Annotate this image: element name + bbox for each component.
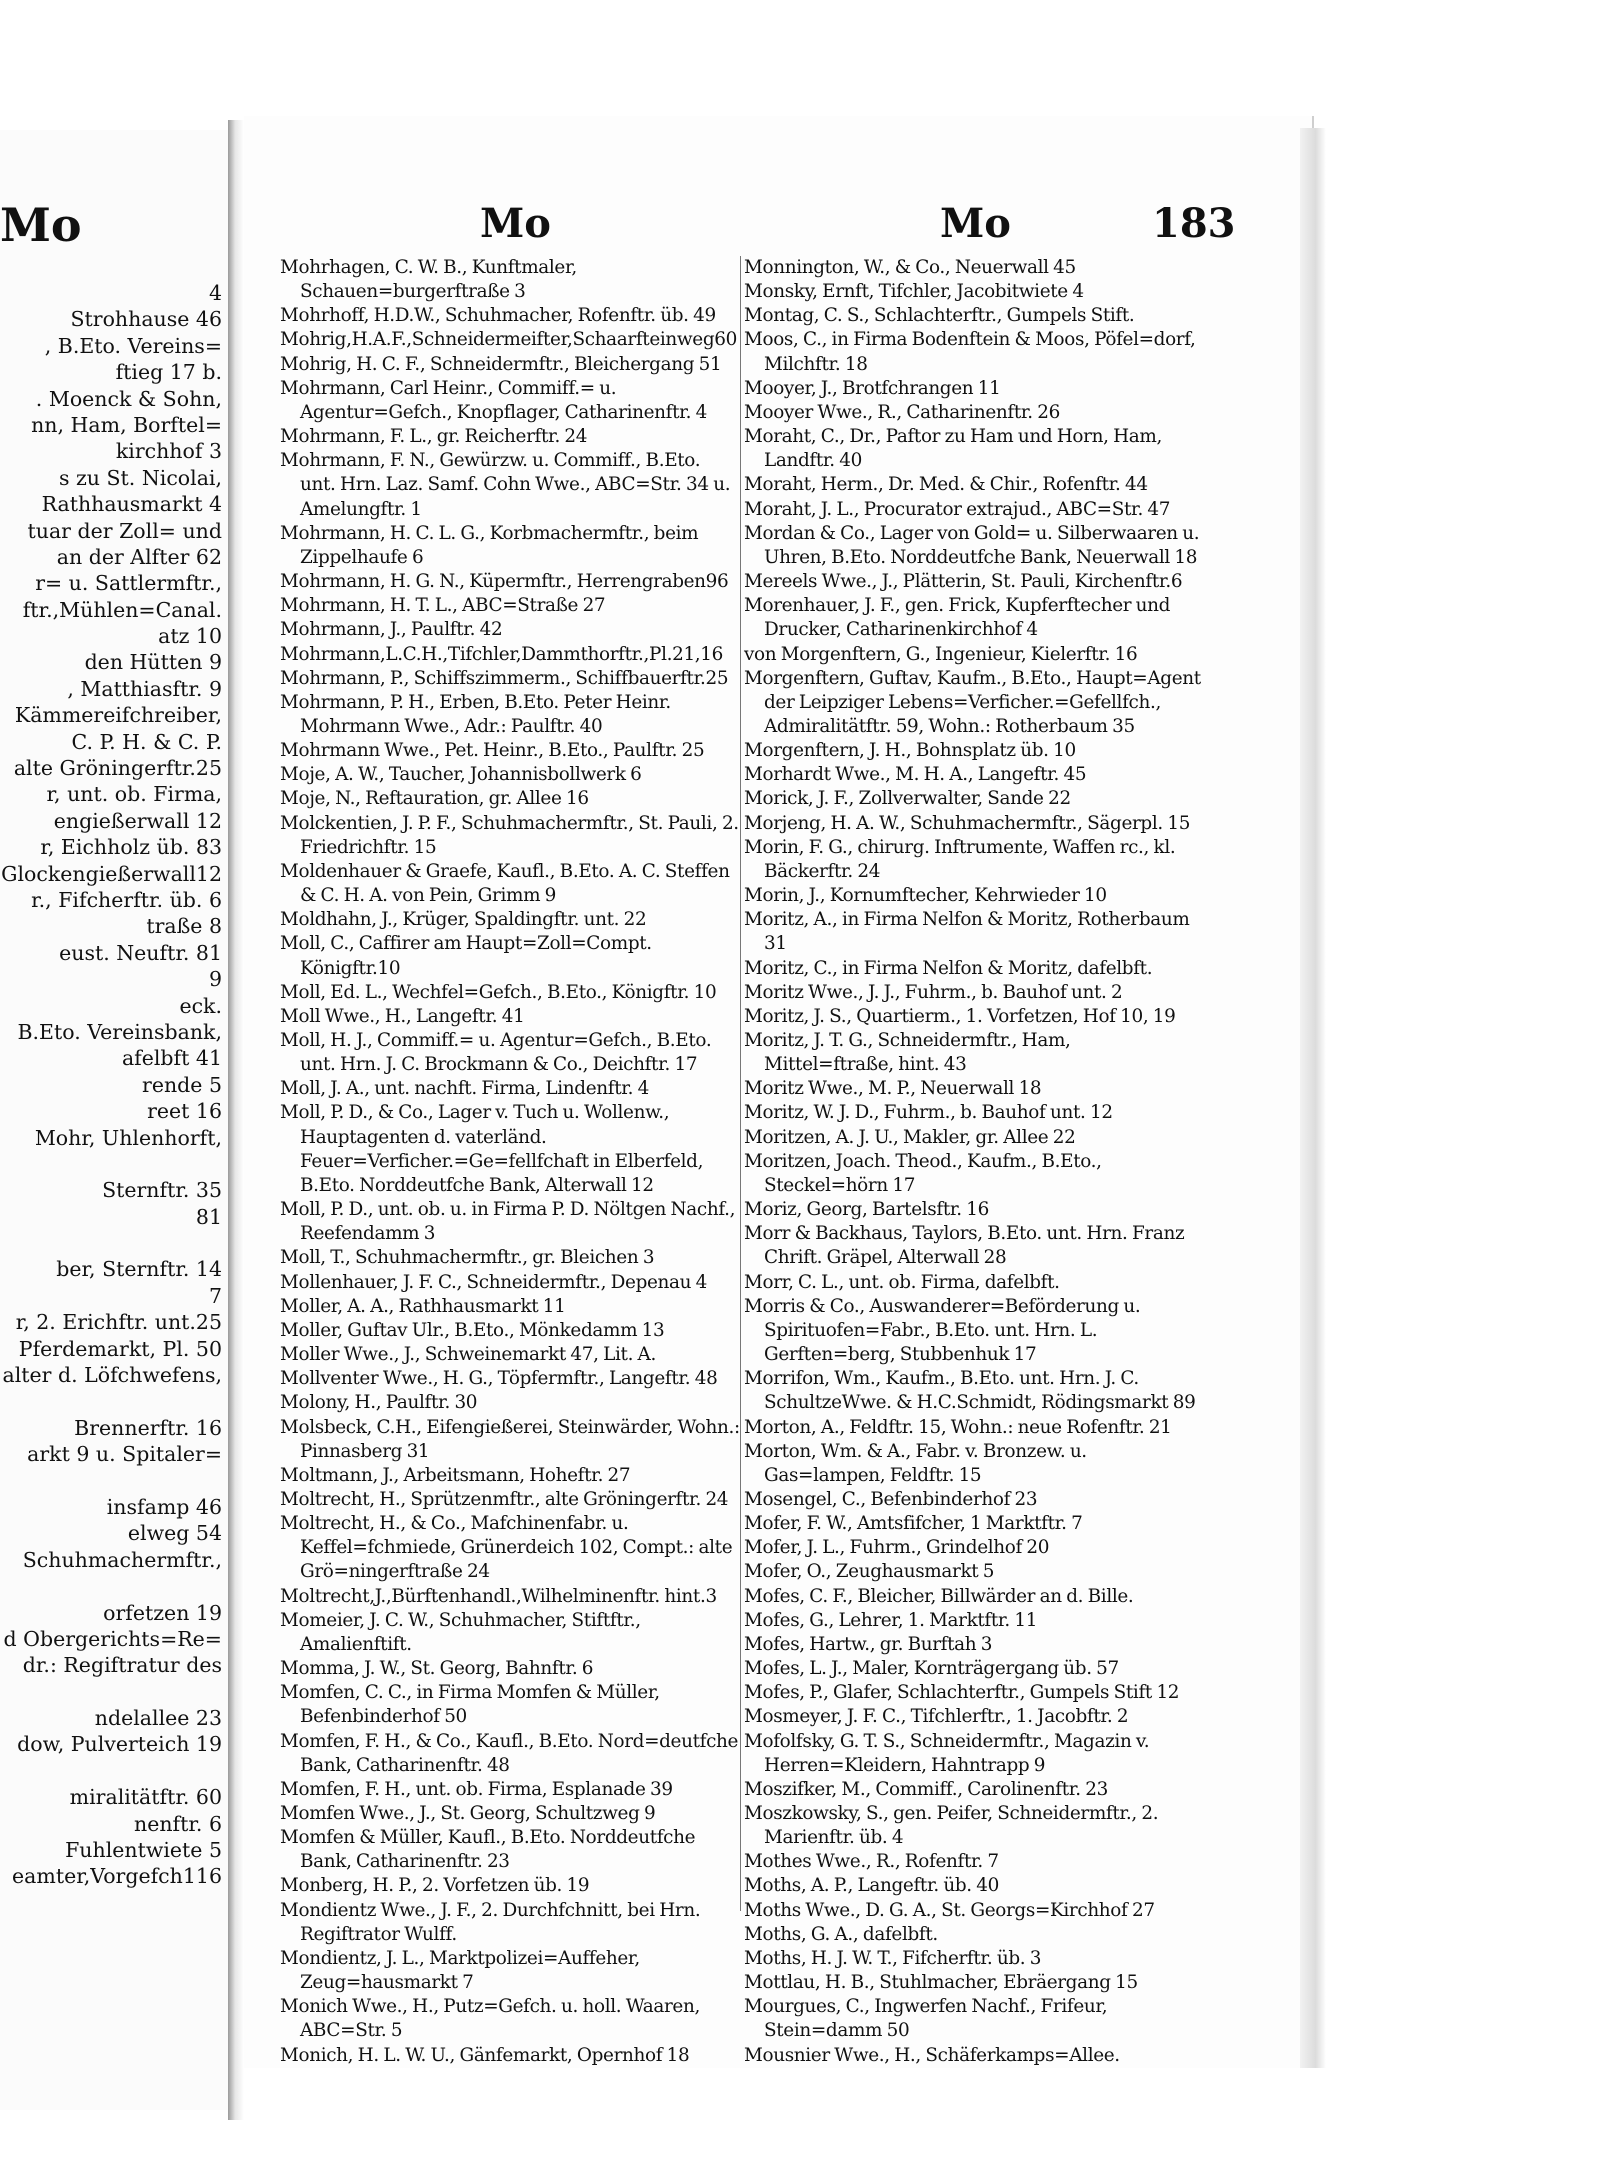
directory-entry: Mohrhoff, H.D.W., Schuhmacher, Rofenftr. üb. 49	[280, 305, 716, 327]
directory-entry: Morgenftern, Guftav, Kaufm., B.Eto., Haupt=Agent der Leipziger Lebens=Verficher.=Gefellfch., Admiralitätftr. 59, Wohn.: Rotherbaum 35	[744, 667, 1201, 737]
directory-entry: Momfen, C. C., in Firma Momfen & Müller, Befenbinderhof 50	[280, 1682, 660, 1728]
directory-entry: Moszkowsky, S., gen. Peifer, Schneidermftr., 2. Marienftr. üb. 4	[744, 1803, 1159, 1849]
left-page-line: ndelallee 23	[94, 1706, 222, 1731]
directory-entry: Monich Wwe., H., Putz=Gefch. u. holl. Waaren, ABC=Str. 5	[280, 1996, 700, 2042]
left-page-line: s zu St. Nicolai,	[58, 465, 222, 490]
left-page-line	[0, 1151, 222, 1177]
directory-entry: Morton, A., Feldftr. 15, Wohn.: neue Rofenftr. 21	[744, 1416, 1172, 1438]
left-page-line: Fuhlentwiete 5	[65, 1838, 222, 1863]
directory-entry: Moll, P. D., unt. ob. u. in Firma P. D. Nöltgen Nachf., Reefendamm 3	[280, 1199, 736, 1245]
left-page-line: B.Eto. Vereinsbank,	[17, 1019, 222, 1044]
left-page-line: eck.	[179, 993, 222, 1018]
directory-entry: Mofer, F. W., Amtsfifcher, 1 Marktftr. 7	[744, 1513, 1083, 1535]
left-page-line: 81	[195, 1204, 222, 1229]
directory-entry: Moritz, A., in Firma Nelfon & Moritz, Rotherbaum 31	[744, 909, 1190, 955]
directory-entry: Mondientz Wwe., J. F., 2. Durchfchnitt, bei Hrn. Regiftrator Wulff.	[280, 1899, 701, 1945]
left-page-line: Mohr, Uhlenhorft,	[34, 1125, 222, 1150]
directory-entry: Mohrmann, P., Schiffszimmerm., Schiffbauerftr.25	[280, 667, 729, 689]
left-page-line: , B.Eto. Vereins=	[44, 333, 222, 358]
directory-entry: Mofes, P., Glafer, Schlachterftr., Gumpels Stift 12	[744, 1682, 1180, 1704]
left-page-line	[0, 1758, 222, 1784]
page-header-right: Mo	[940, 200, 1011, 247]
directory-entry: Morrifon, Wm., Kaufm., B.Eto. unt. Hrn. J. C. SchultzeWwe. & H.C.Schmidt, Rödingsmarkt 89	[744, 1368, 1196, 1414]
directory-entry: Moldenhauer & Graefe, Kaufl., B.Eto. A. C. Steffen & C. H. A. von Pein, Grimm 9	[280, 860, 730, 907]
book-gutter	[228, 120, 244, 2120]
directory-entry: Moritz Wwe., J. J., Fuhrm., b. Bauhof unt. 2	[744, 981, 1123, 1003]
directory-entry: Mohrmann Wwe., Pet. Heinr., B.Eto., Paulftr. 25	[280, 740, 705, 762]
directory-entry: Morhardt Wwe., M. H. A., Langeftr. 45	[744, 764, 1087, 786]
directory-entry: Mohrmann, H. G. N., Küpermftr., Herrengraben96	[280, 571, 729, 593]
directory-entry: Morjeng, H. A. W., Schuhmachermftr., Sägerpl. 15	[744, 812, 1191, 834]
directory-entry: Moltrecht, H., & Co., Mafchinenfabr. u. Keffel=fchmiede, Grünerdeich 102, Compt.: alte Grö=ningerftraße 24	[280, 1513, 733, 1583]
directory-entry: Moritzen, Joach. Theod., Kaufm., B.Eto., Steckel=hörn 17	[744, 1150, 1102, 1196]
directory-entry: Mottlau, H. B., Stuhlmacher, Ebräergang 15	[744, 1972, 1138, 1994]
directory-entry: Morgenftern, J. H., Bohnsplatz üb. 10	[744, 740, 1076, 762]
directory-entry: Mofes, Hartw., gr. Burftah 3	[744, 1633, 993, 1655]
directory-entry: Mohrmann, J., Paulftr. 42	[280, 619, 503, 641]
left-page-line: d Obergerichts=Re=	[3, 1626, 222, 1651]
directory-entry: Moltmann, J., Arbeitsmann, Hoheftr. 27	[280, 1464, 631, 1486]
left-page-line: kirchhof 3	[115, 439, 222, 464]
directory-entry: Moths Wwe., D. G. A., St. Georgs=Kirchhof 27	[744, 1899, 1155, 1921]
directory-entry: Moll, C., Caffirer am Haupt=Zoll=Compt. Königftr.10	[280, 933, 652, 979]
directory-entry: Momfen Wwe., J., St. Georg, Schultzweg 9	[280, 1803, 656, 1824]
left-page-line: 9	[208, 967, 222, 992]
left-page-line: r= u. Sattlermftr.,	[35, 571, 222, 596]
directory-entry: Morin, F. G., chirurg. Inftrumente, Waffen rc., kl. Bäckerftr. 24	[744, 836, 1176, 882]
directory-entry: Moritz, W. J. D., Fuhrm., b. Bauhof unt. 12	[744, 1102, 1113, 1124]
directory-entry: Moos, C., in Firma Bodenftein & Moos, Pöfel=dorf, Milchftr. 18	[744, 329, 1196, 375]
directory-entry: Mothes Wwe., R., Rofenftr. 7	[744, 1851, 999, 1873]
directory-entry: Monnington, W., & Co., Neuerwall 45	[744, 257, 1076, 278]
directory-entry: Mofes, G., Lehrer, 1. Marktftr. 11	[744, 1609, 1038, 1631]
directory-entry: Mohrmann, Carl Heinr., Commiff.= u. Agentur=Gefch., Knopflager, Catharinenftr. 4	[280, 377, 707, 423]
directory-entry: Momeier, J. C. W., Schuhmacher, Stiftftr., Amalienftift.	[280, 1609, 641, 1655]
directory-entry: Montag, C. S., Schlachterftr., Gumpels Stift.	[744, 305, 1135, 327]
directory-entry: Momfen & Müller, Kaufl., B.Eto. Norddeutfche Bank, Catharinenftr. 23	[280, 1827, 696, 1873]
left-page-line	[0, 1468, 222, 1494]
left-page-line: ber, Sternftr. 14	[56, 1257, 222, 1282]
left-page-line: , Matthiasftr. 9	[67, 676, 222, 701]
directory-entry: Mohrmann, F. N., Gewürzw. u. Commiff., B.Eto. unt. Hrn. Laz. Samf. Cohn Wwe., ABC=Str. 34 u. Amelungftr. 1	[280, 450, 731, 520]
left-page-line: Kämmereifchreiber,	[14, 703, 222, 728]
left-page-line: atz 10	[158, 624, 222, 649]
left-page-line: C. P. H. & C. P.	[71, 729, 222, 754]
directory-entry: Moths, H. J. W. T., Fifcherftr. üb. 3	[744, 1947, 1042, 1969]
directory-entry: Mooyer Wwe., R., Catharinenftr. 26	[744, 401, 1060, 423]
directory-entry: Mondientz, J. L., Marktpolizei=Auffeher, Zeug=hausmarkt 7	[280, 1947, 640, 1994]
directory-entry: Mereels Wwe., J., Plätterin, St. Pauli, Kirchenftr.6	[744, 571, 1183, 593]
left-page-line: Glockengießerwall12	[1, 861, 222, 886]
left-page-line: Schuhmachermftr.,	[22, 1547, 222, 1572]
left-page-line	[0, 1573, 222, 1599]
directory-entry: Mousnier Wwe., H., Schäferkamps=Allee.	[744, 2044, 1120, 2066]
left-page-line: ftieg 17 b.	[115, 360, 222, 385]
directory-entry: Mohrmann, H. T. L., ABC=Straße 27	[280, 595, 606, 617]
directory-entry: Moths, G. A., dafelbft.	[744, 1923, 938, 1945]
directory-entry: Mofer, O., Zeughausmarkt 5	[744, 1561, 995, 1583]
left-page-line: engießerwall 12	[53, 808, 222, 833]
left-page-line	[0, 1679, 222, 1705]
directory-entry: Moltrecht, H., Sprützenmftr., alte Gröningerftr. 24	[280, 1488, 729, 1510]
directory-entry: Moritz, J. T. G., Schneidermftr., Ham, Mittel=ftraße, hint. 43	[744, 1030, 1071, 1076]
directory-entry: Moraht, J. L., Procurator extrajud., ABC=Str. 47	[744, 498, 1171, 520]
left-page-line: r, 2. Erichftr. unt.25	[15, 1310, 222, 1335]
directory-entry: Molckentien, J. P. F., Schuhmachermftr., St. Pauli, 2. Friedrichftr. 15	[280, 812, 739, 858]
directory-entry: Mohrmann, F. L., gr. Reicherftr. 24	[280, 426, 588, 448]
left-page-line	[0, 1230, 222, 1256]
directory-entry: Molony, H., Paulftr. 30	[280, 1392, 478, 1414]
left-page-line: afelbft 41	[121, 1046, 222, 1071]
directory-entry: Molsbeck, C.H., Eifengießerei, Steinwärder, Wohn.: Pinnasberg 31	[280, 1416, 740, 1462]
directory-entry: Moll, T., Schuhmachermftr., gr. Bleichen 3	[280, 1247, 655, 1269]
directory-page	[244, 116, 1312, 2068]
directory-entry: Moldhahn, J., Krüger, Spaldingftr. unt. 22	[280, 909, 647, 931]
left-page-line: arkt 9 u. Spitaler=	[27, 1442, 222, 1467]
left-page-line: orfetzen 19	[103, 1600, 222, 1625]
left-page-line: eamter,Vorgefch116	[12, 1864, 222, 1889]
left-page-line: dr.: Regiftratur des	[22, 1653, 222, 1678]
directory-entry: Mohrig, H. C. F., Schneidermftr., Bleichergang 51	[280, 353, 722, 375]
left-page-text	[0, 280, 228, 1890]
directory-entry: Moritz Wwe., M. P., Neuerwall 18	[744, 1078, 1042, 1100]
entry-column-right	[744, 256, 1204, 2068]
page-header-left: Mo	[480, 200, 551, 247]
directory-entry: Mohrmann, H. C. L. G., Korbmachermftr., beim Zippelhaufe 6	[280, 522, 699, 568]
directory-entry: Morin, J., Kornumftecher, Kehrwieder 10	[744, 885, 1107, 907]
left-page-line: Rathhausmarkt 4	[41, 492, 222, 517]
directory-entry: Mooyer, J., Brotfchrangen 11	[744, 377, 1001, 399]
directory-entry: Mofolfsky, G. T. S., Schneidermftr., Magazin v. Herren=Kleidern, Hahntrapp 9	[744, 1730, 1150, 1776]
directory-entry: Mollenhauer, J. F. C., Schneidermftr., Depenau 4	[280, 1271, 707, 1293]
directory-entry: Momfen, F. H., unt. ob. Firma, Esplanade 39	[280, 1778, 673, 1800]
directory-entry: Moraht, C., Dr., Paftor zu Ham und Horn, Ham, Landftr. 40	[744, 426, 1162, 472]
left-page-line: elweg 54	[127, 1521, 222, 1546]
directory-entry: Morton, Wm. & A., Fabr. v. Bronzew. u. Gas=lampen, Feldftr. 15	[744, 1440, 1087, 1486]
directory-entry: Monich, H. L. W. U., Gänfemarkt, Opernhof 18	[280, 2044, 690, 2066]
left-page-line: 7	[208, 1283, 222, 1308]
directory-entry: Moraht, Herm., Dr. Med. & Chir., Rofenftr. 44	[744, 474, 1148, 496]
directory-entry: Moller, Guftav Ulr., B.Eto., Mönkedamm 13	[280, 1319, 665, 1341]
directory-entry: Mofer, J. L., Fuhrm., Grindelhof 20	[744, 1537, 1050, 1559]
left-page-line: dow, Pulverteich 19	[17, 1732, 222, 1757]
directory-entry: Moltrecht,J.,Bürftenhandl.,Wilhelminenftr. hint.3	[280, 1585, 717, 1607]
directory-entry: Moll, Ed. L., Wechfel=Gefch., B.Eto., Königftr. 10	[280, 981, 717, 1003]
left-page-header: Mo	[0, 198, 82, 252]
left-page-line: nenftr. 6	[134, 1811, 222, 1836]
directory-entry: Monberg, H. P., 2. Vorfetzen üb. 19	[280, 1875, 590, 1897]
left-page-line: Brennerftr. 16	[74, 1415, 222, 1440]
left-page-fragment	[0, 130, 230, 2110]
directory-entry: Morenhauer, J. F., gen. Frick, Kupferftecher und Drucker, Catharinenkirchhof 4	[744, 595, 1171, 641]
directory-entry: Momma, J. W., St. Georg, Bahnftr. 6	[280, 1658, 594, 1680]
left-page-line: Sternftr. 35	[102, 1178, 222, 1203]
directory-entry: Morick, J. F., Zollverwalter, Sande 22	[744, 788, 1071, 810]
left-page-line: reet 16	[147, 1099, 222, 1124]
left-page-line: r., Fifcherftr. üb. 6	[31, 887, 222, 912]
left-page-line: traße 8	[146, 914, 222, 939]
directory-entry: Moszifker, M., Commiff., Carolinenftr. 23	[744, 1778, 1108, 1800]
directory-entry: Moje, N., Reftauration, gr. Allee 16	[280, 788, 589, 810]
directory-entry: Moll Wwe., H., Langeftr. 41	[280, 1005, 525, 1027]
directory-entry: Moritz, C., in Firma Nelfon & Moritz, dafelbft.	[744, 957, 1153, 979]
directory-entry: Momfen, F. H., & Co., Kaufl., B.Eto. Nord=deutfche Bank, Catharinenftr. 48	[280, 1730, 739, 1776]
directory-entry: Monsky, Ernft, Tifchler, Jacobitwiete 4	[744, 281, 1084, 303]
page-edge	[1300, 128, 1326, 2068]
directory-entry: Mollventer Wwe., H. G., Töpfermftr., Langeftr. 48	[280, 1368, 718, 1390]
directory-entry: Moths, A. P., Langeftr. üb. 40	[744, 1875, 999, 1897]
left-page-line	[0, 1388, 222, 1414]
left-page-line: an der Alfter 62	[56, 544, 222, 569]
directory-entry: Mohrmann, P. H., Erben, B.Eto. Peter Heinr. Mohrmann Wwe., Adr.: Paulftr. 40	[280, 691, 671, 737]
left-page-line: tuar der Zoll= und	[27, 518, 222, 543]
left-page-line: ftr.,Mühlen=Canal.	[22, 597, 222, 622]
entry-column-left	[280, 256, 740, 2068]
left-page-line: r, unt. ob. Firma,	[46, 782, 222, 807]
left-page-line: miralitätftr. 60	[69, 1785, 222, 1810]
left-page-line: rende 5	[142, 1072, 222, 1097]
directory-entry: Mofes, L. J., Maler, Kornträgergang üb. 57	[744, 1658, 1119, 1680]
directory-entry: Morr & Backhaus, Taylors, B.Eto. unt. Hrn. Franz Chrift. Gräpel, Alterwall 28	[744, 1223, 1185, 1269]
left-page-line: Pferdemarkt, Pl. 50	[18, 1336, 222, 1361]
directory-entry: Mofes, C. F., Bleicher, Billwärder an d. Bille.	[744, 1585, 1134, 1607]
directory-entry: Moll, J. A., unt. nachft. Firma, Lindenftr. 4	[280, 1078, 650, 1100]
page-number: 183	[1152, 200, 1236, 247]
directory-entry: Mosmeyer, J. F. C., Tifchlerftr., 1. Jacobftr. 2	[744, 1706, 1129, 1728]
directory-entry: Moll, P. D., & Co., Lager v. Tuch u. Wollenw., Hauptagenten d. vaterländ. Feuer=Verficher.=Ge=fellfchaft in Elberfeld, B.Eto. Norddeutfche Bank, Alterwall 12	[280, 1102, 704, 1196]
column-divider	[740, 256, 741, 1911]
directory-entry: Morr, C. L., unt. ob. Firma, dafelbft.	[744, 1271, 1060, 1293]
directory-entry: Moriz, Georg, Bartelsftr. 16	[744, 1199, 989, 1221]
left-page-line: den Hütten 9	[84, 650, 222, 675]
directory-entry: Moller, A. A., Rathhausmarkt 11	[280, 1295, 566, 1317]
left-page-line: eust. Neuftr. 81	[59, 940, 222, 965]
directory-entry: Mourgues, C., Ingwerfen Nachf., Frifeur, Stein=damm 50	[744, 1996, 1108, 2042]
directory-entry: von Morgenftern, G., Ingenieur, Kielerftr. 16	[744, 643, 1138, 665]
left-page-line: Strohhause 46	[70, 307, 222, 332]
left-page-line: alte Gröningerftr.25	[13, 756, 222, 781]
directory-entry: Mohrhagen, C. W. B., Kunftmaler, Schauen=burgerftraße 3	[280, 257, 577, 303]
left-page-line: alter d. Löfchwefens,	[2, 1363, 222, 1388]
left-page-line: r, Eichholz üb. 83	[40, 835, 222, 860]
left-page-line: insfamp 46	[106, 1494, 222, 1519]
directory-entry: Moritzen, A. J. U., Makler, gr. Allee 22	[744, 1126, 1076, 1148]
directory-entry: Mohrig,H.A.F.,Schneidermeifter,Schaarfteinweg60	[280, 329, 737, 351]
left-page-line: nn, Ham, Borftel=	[31, 412, 222, 437]
directory-entry: Moritz, J. S., Quartierm., 1. Vorfetzen, Hof 10, 19	[744, 1005, 1176, 1027]
directory-entry: Morris & Co., Auswanderer=Beförderung u. Spirituofen=Fabr., B.Eto. unt. Hrn. L. Gerften=berg, Stubbenhuk 17	[744, 1295, 1141, 1366]
left-page-line: . Moenck & Sohn,	[35, 386, 222, 411]
directory-entry: Moll, H. J., Commiff.= u. Agentur=Gefch., B.Eto. unt. Hrn. J. C. Brockmann & Co., Deichftr. 17	[280, 1030, 712, 1076]
directory-entry: Mohrmann,L.C.H.,Tifchler,Dammthorftr.,Pl.21,16	[280, 643, 723, 665]
directory-entry: Mosengel, C., Befenbinderhof 23	[744, 1488, 1038, 1510]
directory-entry: Mordan & Co., Lager von Gold= u. Silberwaaren u. Uhren, B.Eto. Norddeutfche Bank, Neuerwall 18	[744, 522, 1200, 568]
directory-entry: Moller Wwe., J., Schweinemarkt 47, Lit. A.	[280, 1344, 656, 1366]
directory-entry: Moje, A. W., Taucher, Johannisbollwerk 6	[280, 764, 642, 786]
left-page-line: 4	[208, 281, 222, 305]
